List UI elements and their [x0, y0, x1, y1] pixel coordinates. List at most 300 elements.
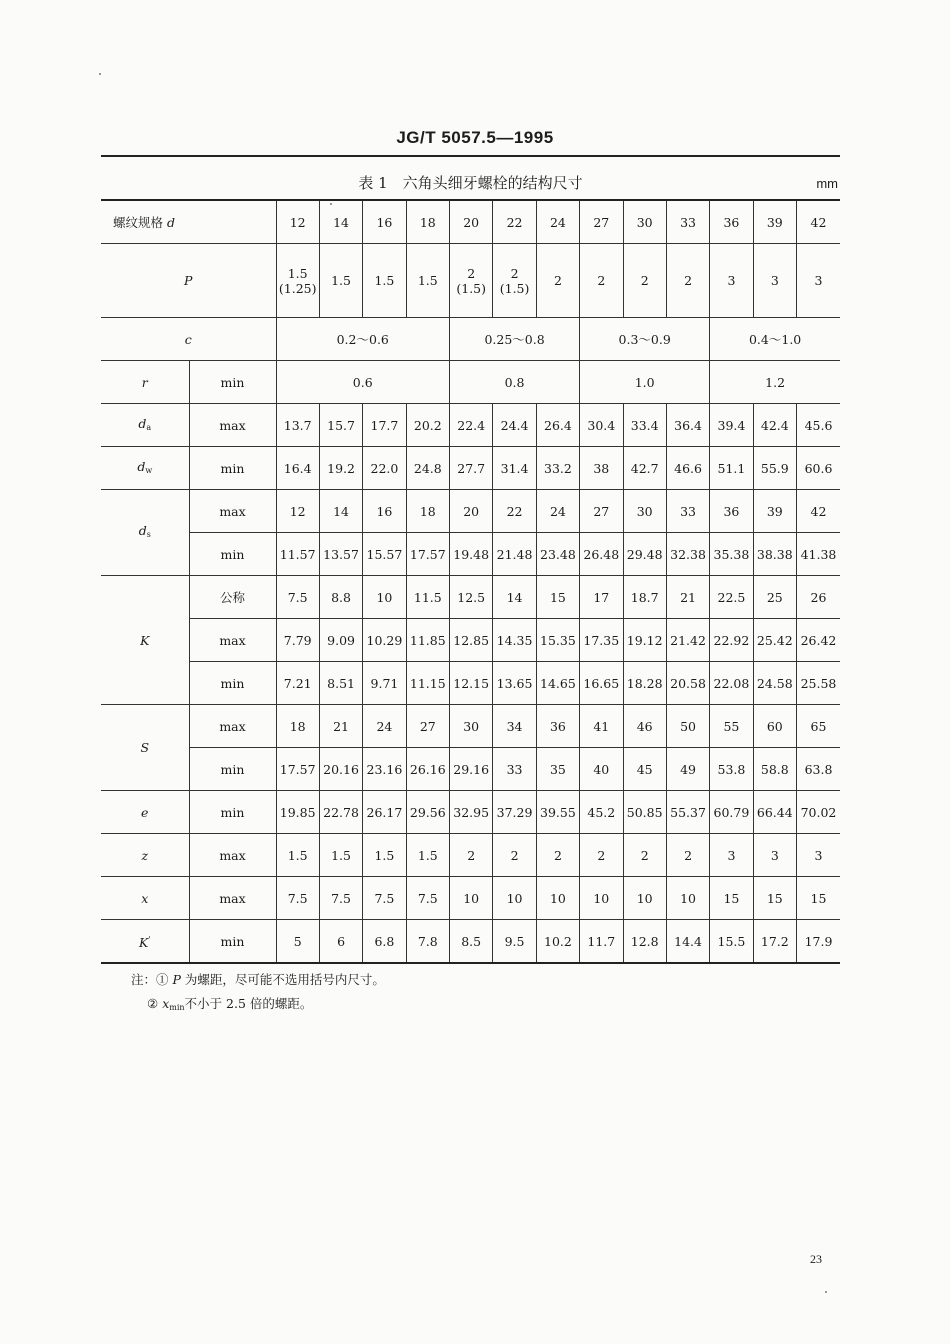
size-cell: 27 [580, 200, 623, 244]
value-cell: 15.5 [710, 920, 753, 964]
z-label [101, 834, 189, 877]
kprime-superscript: ' [148, 935, 151, 944]
ds-label [101, 490, 189, 576]
value-cell: 32.95 [450, 791, 493, 834]
value-cell: 12.15 [450, 662, 493, 705]
value-cell: 15.57 [363, 533, 406, 576]
value-cell: 21 [319, 705, 362, 748]
row-s-1 [101, 748, 840, 791]
row-x [101, 877, 840, 920]
size-cell: 14 [319, 200, 362, 244]
da-subscript: a [146, 422, 152, 432]
z-symbol: z [141, 847, 149, 863]
value-cell: 55.37 [666, 791, 709, 834]
value-cell: 36.4 [666, 404, 709, 447]
value-cell: 5 [276, 920, 319, 964]
pitch-symbol: P [184, 273, 193, 288]
value-cell: 18.28 [623, 662, 666, 705]
value-cell: 14.4 [666, 920, 709, 964]
pitch-value: 2 [640, 273, 649, 288]
value-cell: 15.7 [319, 404, 362, 447]
note-2-symbol: x [162, 996, 170, 1011]
size-cell: 24 [536, 200, 579, 244]
value-cell: 8.8 [319, 576, 362, 619]
value-cell: 10 [493, 877, 536, 920]
pitch-cell [580, 244, 623, 318]
value-cell: 22.4 [450, 404, 493, 447]
value-cell: 63.8 [797, 748, 841, 791]
value-cell: 10 [623, 877, 666, 920]
thread-size-label [101, 200, 276, 244]
value-cell: 70.02 [797, 791, 841, 834]
value-cell: 25.58 [797, 662, 841, 705]
value-cell: 7.5 [363, 877, 406, 920]
value-cell: 6 [319, 920, 362, 964]
size-cell: 20 [450, 200, 493, 244]
value-cell: 22.08 [710, 662, 753, 705]
value-cell: 45 [623, 748, 666, 791]
size-cell: 36 [710, 200, 753, 244]
value-cell: 15 [536, 576, 579, 619]
row-kprime [101, 920, 840, 964]
value-cell: 11.5 [406, 576, 449, 619]
value-cell: 21 [666, 576, 709, 619]
value-cell: 17.35 [580, 619, 623, 662]
value-cell: 33.4 [623, 404, 666, 447]
value-cell: 21.42 [666, 619, 709, 662]
value-cell: 18 [276, 705, 319, 748]
pitch-value: 3 [770, 273, 779, 288]
page-number: 23 [810, 1252, 822, 1266]
row-z [101, 834, 840, 877]
table-unit: mm [816, 176, 838, 191]
scan-speck [99, 73, 101, 75]
value-cell: 10.29 [363, 619, 406, 662]
note-1-text: 为螺距，尽可能不选用括号内尺寸。 [180, 972, 385, 987]
r-group: 0.6 [276, 361, 450, 404]
value-cell: 7.8 [406, 920, 449, 964]
value-cell: 60 [753, 705, 796, 748]
value-cell: 23.16 [363, 748, 406, 791]
value-cell: 8.51 [319, 662, 362, 705]
r-symbol: r [141, 374, 148, 390]
note-2-prefix: ② [147, 996, 163, 1011]
kprime-label [101, 920, 189, 964]
value-cell: 26.4 [536, 404, 579, 447]
note-2 [131, 992, 385, 1020]
table-title: 表 1 六角头细牙螺栓的结构尺寸 [358, 174, 583, 192]
s-qualifier: min [189, 748, 276, 791]
row-thread-size [101, 200, 840, 244]
value-cell: 42 [797, 490, 841, 533]
pitch-alt-value: (1.25) [278, 280, 317, 296]
value-cell: 19.2 [319, 447, 362, 490]
value-cell: 25.42 [753, 619, 796, 662]
value-cell: 30 [623, 490, 666, 533]
c-group: 0.2～0.6 [276, 318, 450, 361]
value-cell: 55 [710, 705, 753, 748]
size-cell: 16 [363, 200, 406, 244]
z-qualifier: max [189, 834, 276, 877]
value-cell: 10 [363, 576, 406, 619]
value-cell: 66.44 [753, 791, 796, 834]
value-cell: 17.2 [753, 920, 796, 964]
value-cell: 22 [493, 490, 536, 533]
value-cell: 2 [450, 834, 493, 877]
value-cell: 23.48 [536, 533, 579, 576]
row-k-1 [101, 619, 840, 662]
value-cell: 27.7 [450, 447, 493, 490]
value-cell: 50 [666, 705, 709, 748]
pitch-value: 2 [597, 273, 606, 288]
value-cell: 33 [493, 748, 536, 791]
value-cell: 60.6 [797, 447, 841, 490]
value-cell: 42.4 [753, 404, 796, 447]
kprime-qualifier: min [189, 920, 276, 964]
value-cell: 11.7 [580, 920, 623, 964]
value-cell: 14.35 [493, 619, 536, 662]
value-cell: 40 [580, 748, 623, 791]
k-symbol: K [140, 632, 150, 648]
value-cell: 25 [753, 576, 796, 619]
row-c [101, 318, 840, 361]
value-cell: 26.42 [797, 619, 841, 662]
value-cell: 20.16 [319, 748, 362, 791]
value-cell: 11.15 [406, 662, 449, 705]
value-cell: 35.38 [710, 533, 753, 576]
value-cell: 41.38 [797, 533, 841, 576]
value-cell: 60.79 [710, 791, 753, 834]
row-k-2 [101, 662, 840, 705]
value-cell: 34 [493, 705, 536, 748]
value-cell: 7.21 [276, 662, 319, 705]
pitch-cell [276, 244, 319, 318]
ds-subscript: s [146, 530, 151, 539]
size-cell: 18 [406, 200, 449, 244]
note-1 [131, 968, 385, 992]
value-cell: 12 [276, 490, 319, 533]
da-symbol: d [138, 415, 147, 431]
value-cell: 11.57 [276, 533, 319, 576]
pitch-value: 2 [467, 265, 476, 281]
value-cell: 1.5 [319, 834, 362, 877]
value-cell: 26.16 [406, 748, 449, 791]
c-group: 0.25～0.8 [450, 318, 580, 361]
value-cell: 9.09 [319, 619, 362, 662]
value-cell: 17 [580, 576, 623, 619]
x-symbol: x [141, 890, 149, 906]
value-cell: 13.65 [493, 662, 536, 705]
value-cell: 15 [753, 877, 796, 920]
thread-size-label-text: 螺纹规格 [113, 214, 167, 230]
value-cell: 16.4 [276, 447, 319, 490]
c-label [101, 318, 276, 361]
value-cell: 22.0 [363, 447, 406, 490]
size-cell lead-right: 42 [797, 200, 841, 244]
dw-subscript: w [145, 465, 153, 475]
note-2-subscript: min [169, 1003, 185, 1012]
value-cell: 36 [710, 490, 753, 533]
value-cell: 10 [666, 877, 709, 920]
value-cell: 7.79 [276, 619, 319, 662]
value-cell: 35 [536, 748, 579, 791]
value-cell: 37.29 [493, 791, 536, 834]
row-r [101, 361, 840, 404]
e-qualifier: min [189, 791, 276, 834]
value-cell: 9.5 [493, 920, 536, 964]
value-cell: 17.9 [797, 920, 841, 964]
x-label [101, 877, 189, 920]
value-cell: 42.7 [623, 447, 666, 490]
note-1-prefix: 注：① [131, 972, 173, 987]
value-cell: 26.17 [363, 791, 406, 834]
value-cell: 15 [797, 877, 841, 920]
k-qualifier: min [189, 662, 276, 705]
row-k-0 [101, 576, 840, 619]
e-symbol: e [141, 804, 149, 820]
value-cell: 24.4 [493, 404, 536, 447]
pitch-value: 1.5 [417, 273, 438, 288]
value-cell: 41 [580, 705, 623, 748]
k-qualifier: 公称 [189, 576, 276, 619]
pitch-value: 2 [684, 273, 693, 288]
k-qualifier: max [189, 619, 276, 662]
value-cell: 12.85 [450, 619, 493, 662]
r-group: 1.0 [580, 361, 710, 404]
value-cell: 22.92 [710, 619, 753, 662]
value-cell: 39.4 [710, 404, 753, 447]
ds-qualifier: min [189, 533, 276, 576]
pitch-cell [363, 244, 406, 318]
s-symbol: S [140, 740, 150, 755]
pitch-value: 3 [727, 273, 736, 288]
value-cell: 58.8 [753, 748, 796, 791]
kprime-symbol: K [138, 935, 149, 950]
value-cell: 7.5 [276, 877, 319, 920]
value-cell: 10 [536, 877, 579, 920]
row-s-0 [101, 705, 840, 748]
row-e [101, 791, 840, 834]
pitch-cell [753, 244, 796, 318]
value-cell: 24 [536, 490, 579, 533]
x-qualifier: max [189, 877, 276, 920]
pitch-cell [406, 244, 449, 318]
e-label [101, 791, 189, 834]
value-cell: 49 [666, 748, 709, 791]
table-notes [131, 968, 385, 1020]
row-dw [101, 447, 840, 490]
value-cell: 17.57 [406, 533, 449, 576]
value-cell: 12.5 [450, 576, 493, 619]
pitch-label [101, 244, 276, 318]
value-cell: 6.8 [363, 920, 406, 964]
c-group: 0.4～1.0 [710, 318, 840, 361]
k-label [101, 576, 189, 705]
note-1-symbol: P [172, 972, 181, 987]
value-cell: 33 [666, 490, 709, 533]
value-cell: 18.7 [623, 576, 666, 619]
pitch-cell [493, 244, 536, 318]
size-cell: 12 [276, 200, 319, 244]
value-cell: 14 [319, 490, 362, 533]
pitch-value: 1.5 [331, 273, 351, 288]
value-cell: 16.65 [580, 662, 623, 705]
pitch-value: 3 [814, 273, 823, 288]
value-cell: 19.48 [450, 533, 493, 576]
value-cell: 3 [710, 834, 753, 877]
value-cell: 7.5 [319, 877, 362, 920]
value-cell: 24 [363, 705, 406, 748]
value-cell: 15 [710, 877, 753, 920]
value-cell: 1.5 [406, 834, 449, 877]
value-cell: 14.65 [536, 662, 579, 705]
da-qualifier: max [189, 404, 276, 447]
value-cell: 11.85 [406, 619, 449, 662]
value-cell: 27 [406, 705, 449, 748]
value-cell: 3 [797, 834, 841, 877]
pitch-value: 2 [553, 273, 562, 288]
pitch-value: 1.5 [374, 273, 395, 288]
pitch-cell [536, 244, 579, 318]
value-cell: 26 [797, 576, 841, 619]
size-cell: 39 [753, 200, 796, 244]
ds-qualifier: max [189, 490, 276, 533]
value-cell: 17.7 [363, 404, 406, 447]
value-cell: 15.35 [536, 619, 579, 662]
value-cell: 38 [580, 447, 623, 490]
value-cell: 17.57 [276, 748, 319, 791]
dw-symbol: d [137, 458, 146, 474]
value-cell: 20.58 [666, 662, 709, 705]
value-cell: 65 [797, 705, 841, 748]
row-ds-0 [101, 490, 840, 533]
value-cell: 2 [536, 834, 579, 877]
value-cell: 12.8 [623, 920, 666, 964]
value-cell: 19.85 [276, 791, 319, 834]
value-cell: 32.38 [666, 533, 709, 576]
row-da [101, 404, 840, 447]
value-cell: 20.2 [406, 404, 449, 447]
value-cell: 20 [450, 490, 493, 533]
s-qualifier: max [189, 705, 276, 748]
value-cell: 39.55 [536, 791, 579, 834]
header-rule [101, 155, 840, 157]
pitch-value: 1.5 [287, 265, 308, 281]
value-cell: 13.57 [319, 533, 362, 576]
value-cell: 2 [493, 834, 536, 877]
value-cell: 51.1 [710, 447, 753, 490]
value-cell: 30.4 [580, 404, 623, 447]
r-qualifier: min [189, 361, 276, 404]
value-cell: 39 [753, 490, 796, 533]
value-cell: 13.7 [276, 404, 319, 447]
r-group: 1.2 [710, 361, 840, 404]
s-label [101, 705, 189, 791]
value-cell: 46 [623, 705, 666, 748]
value-cell: 53.8 [710, 748, 753, 791]
ds-symbol: d [138, 523, 147, 538]
value-cell: 27 [580, 490, 623, 533]
value-cell: 7.5 [276, 576, 319, 619]
r-group: 0.8 [450, 361, 580, 404]
value-cell: 2 [623, 834, 666, 877]
value-cell: 55.9 [753, 447, 796, 490]
dw-qualifier: min [189, 447, 276, 490]
value-cell: 50.85 [623, 791, 666, 834]
c-symbol: c [184, 331, 192, 347]
pitch-cell [666, 244, 709, 318]
thread-size-symbol: d [166, 214, 175, 230]
value-cell: 24.58 [753, 662, 796, 705]
value-cell: 18 [406, 490, 449, 533]
value-cell: 8.5 [450, 920, 493, 964]
row-pitch [101, 244, 840, 318]
value-cell: 21.48 [493, 533, 536, 576]
value-cell: 3 [753, 834, 796, 877]
scan-speck [825, 1291, 827, 1293]
value-cell: 38.38 [753, 533, 796, 576]
r-label [101, 361, 189, 404]
value-cell: 2 [580, 834, 623, 877]
note-2-text: 不小于 2.5 倍的螺距。 [184, 996, 313, 1011]
value-cell: 2 [666, 834, 709, 877]
pitch-cell [319, 244, 362, 318]
value-cell: 10 [580, 877, 623, 920]
value-cell: 1.5 [276, 834, 319, 877]
value-cell: 29.48 [623, 533, 666, 576]
scan-speck [330, 203, 332, 205]
value-cell: 1.5 [363, 834, 406, 877]
value-cell: 29.56 [406, 791, 449, 834]
value-cell: 9.71 [363, 662, 406, 705]
dw-label [101, 447, 189, 490]
pitch-alt-value: (1.5) [499, 280, 530, 296]
pitch-cell [623, 244, 666, 318]
value-cell: 36 [536, 705, 579, 748]
row-ds-1 [101, 533, 840, 576]
pitch-cell [797, 244, 841, 318]
value-cell: 45.2 [580, 791, 623, 834]
value-cell: 22.5 [710, 576, 753, 619]
c-group: 0.3～0.9 [580, 318, 710, 361]
value-cell: 22.78 [319, 791, 362, 834]
value-cell: 26.48 [580, 533, 623, 576]
value-cell: 16 [363, 490, 406, 533]
value-cell: 30 [450, 705, 493, 748]
value-cell: 7.5 [406, 877, 449, 920]
pitch-cell [450, 244, 493, 318]
size-cell: 22 [493, 200, 536, 244]
value-cell: 14 [493, 576, 536, 619]
value-cell: 29.16 [450, 748, 493, 791]
value-cell: 10 [450, 877, 493, 920]
pitch-alt-value: (1.5) [456, 280, 486, 296]
value-cell: 24.8 [406, 447, 449, 490]
spec-table [101, 199, 840, 964]
value-cell: 46.6 [666, 447, 709, 490]
document-code: JG/T 5057.5—1995 [396, 128, 554, 147]
value-cell: 19.12 [623, 619, 666, 662]
value-cell: 45.6 [797, 404, 841, 447]
da-label [101, 404, 189, 447]
value-cell: 31.4 [493, 447, 536, 490]
size-cell: 33 [666, 200, 709, 244]
value-cell: 10.2 [536, 920, 579, 964]
pitch-cell [710, 244, 753, 318]
value-cell: 33.2 [536, 447, 579, 490]
pitch-value: 2 [510, 265, 519, 281]
size-cell: 30 [623, 200, 666, 244]
